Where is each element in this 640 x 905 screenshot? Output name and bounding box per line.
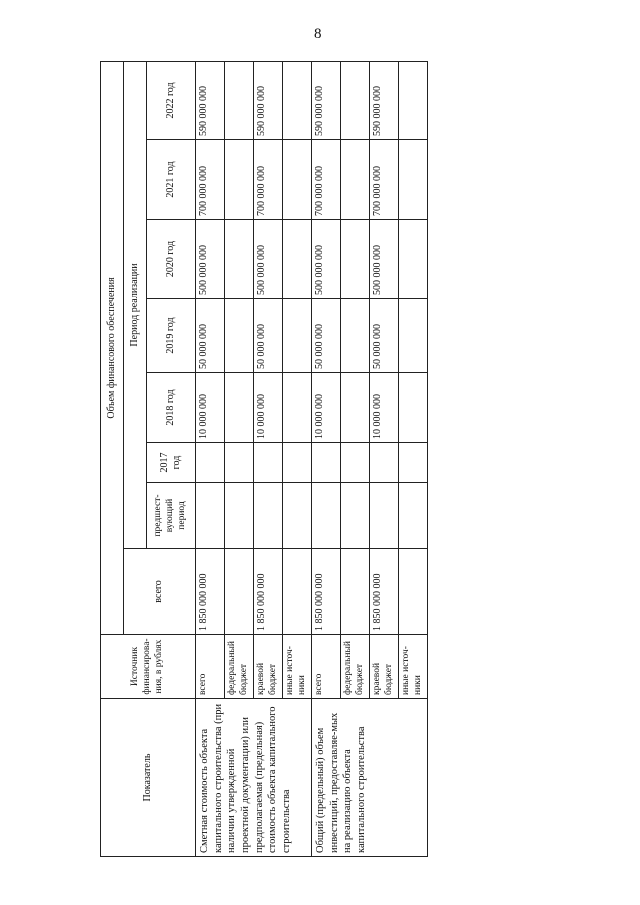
- previous-cell: [283, 483, 312, 549]
- previous-cell: [254, 483, 283, 549]
- value-2017: [341, 443, 370, 483]
- value-2018: 10 000 000: [370, 373, 399, 443]
- header-total: всего: [124, 549, 196, 635]
- value-2019: [283, 299, 312, 373]
- total-cell: 1 850 000 000: [196, 549, 225, 635]
- value-2020: 500 000 000: [312, 220, 341, 299]
- header-period: Период реализации: [124, 61, 147, 548]
- source-cell: всего: [196, 635, 225, 699]
- header-year: 2020 год: [147, 220, 196, 299]
- header-year: 2021 год: [147, 140, 196, 220]
- header-indicator: Показатель: [101, 699, 196, 857]
- value-2019: [399, 299, 428, 373]
- value-2019: 50 000 000: [196, 299, 225, 373]
- source-cell: всего: [312, 635, 341, 699]
- total-cell: 1 850 000 000: [254, 549, 283, 635]
- value-2021: [283, 140, 312, 220]
- value-2020: 500 000 000: [370, 220, 399, 299]
- value-2020: 500 000 000: [196, 220, 225, 299]
- value-2020: 500 000 000: [254, 220, 283, 299]
- value-2019: [341, 299, 370, 373]
- source-cell: иные источ-ники: [283, 635, 312, 699]
- value-2021: [341, 140, 370, 220]
- total-cell: [225, 549, 254, 635]
- value-2020: [225, 220, 254, 299]
- header-volume: Объем финансового обеспечения: [101, 61, 124, 634]
- value-2022: [225, 61, 254, 139]
- value-2020: [341, 220, 370, 299]
- value-2019: 50 000 000: [370, 299, 399, 373]
- value-2021: [399, 140, 428, 220]
- table-row: [312, 61, 341, 856]
- source-cell: федеральный бюджет: [225, 635, 254, 699]
- total-cell: [283, 549, 312, 635]
- total-cell: 1 850 000 000: [370, 549, 399, 635]
- value-2021: 700 000 000: [196, 140, 225, 220]
- value-2017: [254, 443, 283, 483]
- header-year: 2022 год: [147, 61, 196, 139]
- source-cell: иные источ-ники: [399, 635, 428, 699]
- header-source: Источник финансирова-ния, в рублях: [101, 635, 196, 699]
- value-2019: [225, 299, 254, 373]
- value-2021: 700 000 000: [312, 140, 341, 220]
- previous-cell: [225, 483, 254, 549]
- value-2017: [399, 443, 428, 483]
- page-number: 8: [314, 26, 322, 42]
- value-2018: 10 000 000: [254, 373, 283, 443]
- value-2020: [283, 220, 312, 299]
- value-2017: [196, 443, 225, 483]
- value-2018: [283, 373, 312, 443]
- value-2017: [225, 443, 254, 483]
- value-2017: [283, 443, 312, 483]
- source-cell: краевой бюджет: [370, 635, 399, 699]
- value-2019: 50 000 000: [312, 299, 341, 373]
- previous-cell: [196, 483, 225, 549]
- total-cell: 1 850 000 000: [312, 549, 341, 635]
- total-cell: [341, 549, 370, 635]
- total-cell: [399, 549, 428, 635]
- previous-cell: [312, 483, 341, 549]
- indicator-cell: Общий (предельный) объем инвестиций, предоставляе-мых на реализацию объекта капитального строительства: [312, 699, 428, 857]
- header-year: 2019 год: [147, 299, 196, 373]
- rotated-table-container: [100, 62, 423, 857]
- value-2022: [283, 61, 312, 139]
- value-2018: [399, 373, 428, 443]
- value-2017: [370, 443, 399, 483]
- header-year: 2017 год: [147, 443, 196, 483]
- value-2022: 590 000 000: [254, 61, 283, 139]
- value-2022: 590 000 000: [196, 61, 225, 139]
- value-2018: [225, 373, 254, 443]
- previous-cell: [399, 483, 428, 549]
- value-2022: [341, 61, 370, 139]
- financing-table: [100, 61, 428, 857]
- value-2021: [225, 140, 254, 220]
- previous-cell: [341, 483, 370, 549]
- source-cell: федеральный бюджет: [341, 635, 370, 699]
- value-2018: [341, 373, 370, 443]
- value-2017: [312, 443, 341, 483]
- value-2020: [399, 220, 428, 299]
- previous-cell: [370, 483, 399, 549]
- value-2022: [399, 61, 428, 139]
- source-cell: краевой бюджет: [254, 635, 283, 699]
- table-row: [196, 61, 225, 856]
- value-2018: 10 000 000: [196, 373, 225, 443]
- value-2021: 700 000 000: [370, 140, 399, 220]
- value-2018: 10 000 000: [312, 373, 341, 443]
- value-2022: 590 000 000: [312, 61, 341, 139]
- value-2019: 50 000 000: [254, 299, 283, 373]
- header-previous: предшест-вующий период: [147, 483, 196, 549]
- indicator-cell: Сметная стоимость объекта капитального строительства (при наличии утвержденной проектной документации) или предполагаемая (предельная) стоимость объекта капитального строительства: [196, 699, 312, 857]
- value-2021: 700 000 000: [254, 140, 283, 220]
- value-2022: 590 000 000: [370, 61, 399, 139]
- header-year: 2018 год: [147, 373, 196, 443]
